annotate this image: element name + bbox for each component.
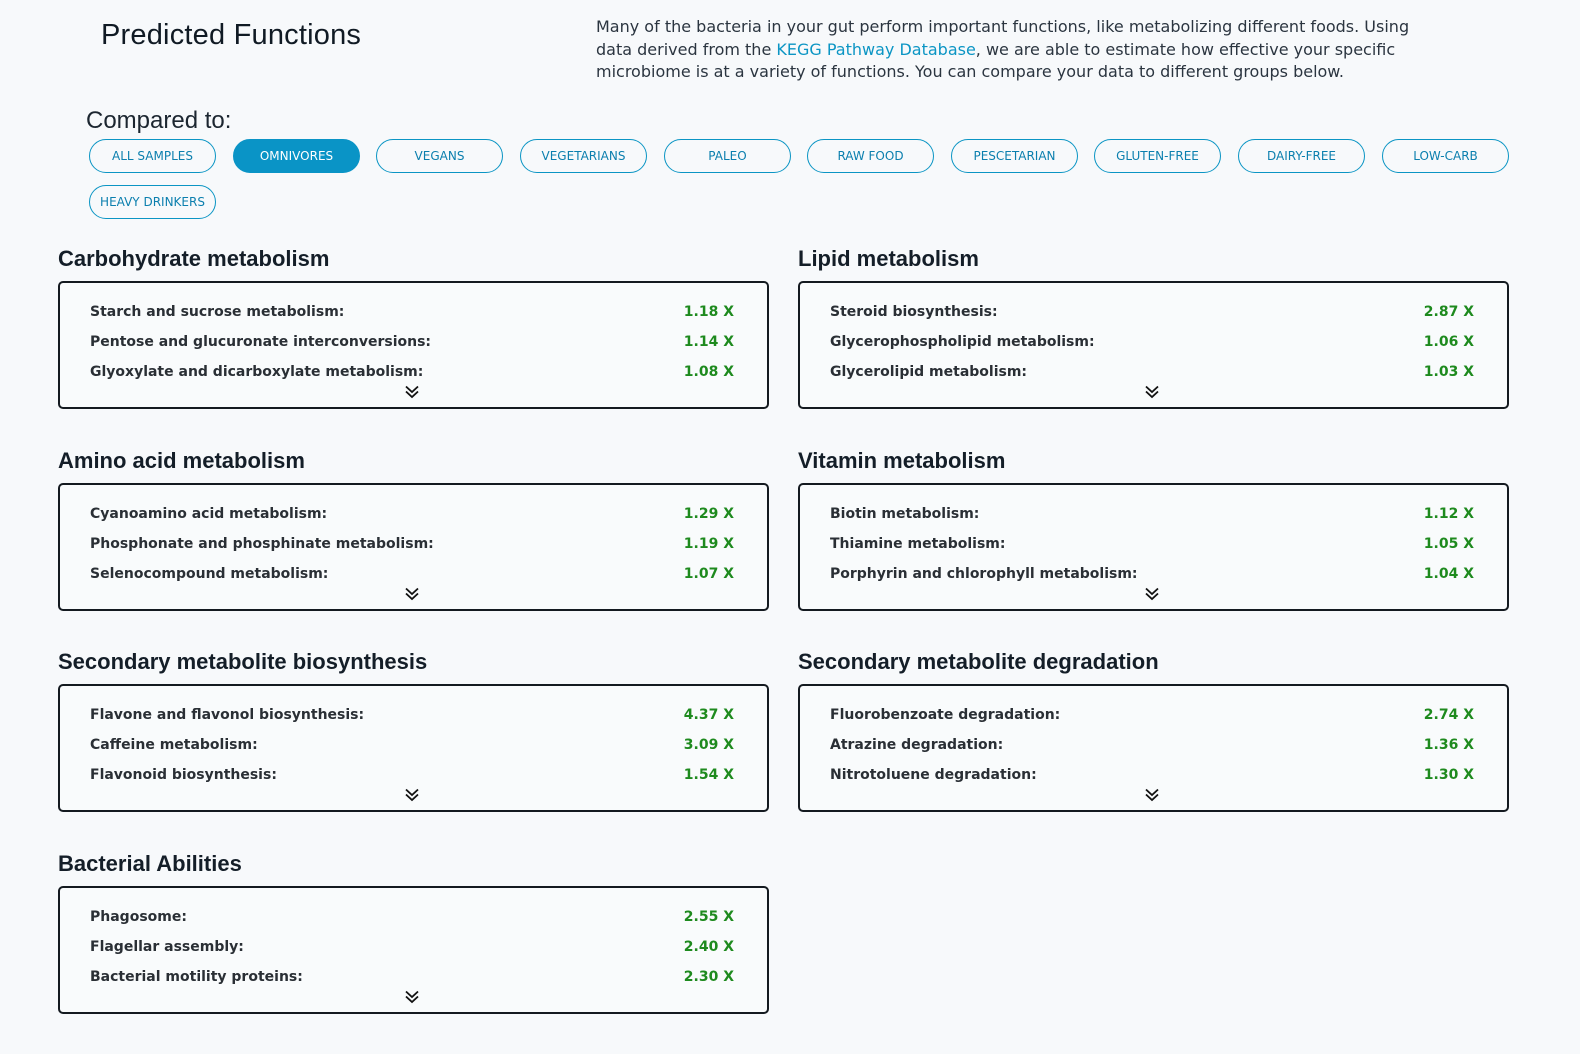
intro-text-start: Many of the bacteria in your gut perform important functions, like metabolizing different foods. Using data derived from the	[596, 17, 1410, 59]
filter-vegans[interactable]: VEGANS	[376, 139, 503, 173]
function-row	[830, 327, 1474, 357]
section-bacterial-abilities	[58, 850, 770, 1014]
function-row	[830, 297, 1474, 327]
filter-dairy-free[interactable]: DAIRY-FREE	[1238, 139, 1365, 173]
kegg-database-link[interactable]: KEGG Pathway Database	[776, 39, 976, 59]
function-name: Caffeine metabolism:	[90, 737, 258, 753]
filter-gluten-free[interactable]: GLUTEN-FREE	[1094, 139, 1221, 173]
filter-pescetarian[interactable]: PESCETARIAN	[951, 139, 1078, 173]
function-name: Flavonoid biosynthesis:	[90, 767, 277, 783]
function-value: 4.37 X	[683, 707, 734, 723]
function-card	[58, 281, 769, 409]
function-card	[58, 483, 769, 611]
double-chevron-down-icon[interactable]	[400, 383, 424, 401]
section-title: Carbohydrate metabolism	[58, 246, 330, 271]
double-chevron-down-icon[interactable]	[1140, 786, 1164, 804]
function-value: 3.09 X	[683, 737, 734, 753]
function-row	[90, 700, 734, 730]
filter-omnivores[interactable]: OMNIVORES	[233, 139, 360, 173]
filter-paleo[interactable]: PALEO	[664, 139, 791, 173]
function-row	[90, 529, 734, 559]
function-card	[798, 281, 1509, 409]
section-title: Vitamin metabolism	[798, 448, 1006, 473]
section-amino-acid-metabolism	[58, 447, 770, 611]
function-value: 1.03 X	[1423, 364, 1474, 380]
function-name: Pentose and glucuronate interconversions:	[90, 334, 432, 350]
function-row	[830, 730, 1474, 760]
function-name: Phosphonate and phosphinate metabolism:	[90, 536, 434, 552]
function-row	[90, 932, 734, 962]
double-chevron-down-icon[interactable]	[400, 585, 424, 603]
filter-heavy-drinkers[interactable]: HEAVY DRINKERS	[89, 185, 216, 219]
function-value: 2.55 X	[683, 909, 734, 925]
function-name: Starch and sucrose metabolism:	[90, 304, 345, 320]
function-value: 2.74 X	[1423, 707, 1474, 723]
function-row	[830, 529, 1474, 559]
section-title: Amino acid metabolism	[58, 448, 305, 473]
page-title: Predicted Functions	[101, 19, 362, 51]
function-name: Nitrotoluene degradation:	[830, 767, 1037, 783]
function-row	[90, 297, 734, 327]
filter-vegetarians[interactable]: VEGETARIANS	[520, 139, 647, 173]
function-name: Phagosome:	[90, 909, 187, 925]
function-name: Glycerophospholipid metabolism:	[830, 334, 1095, 350]
function-value: 2.40 X	[683, 939, 734, 955]
function-card	[58, 684, 769, 812]
function-value: 1.36 X	[1423, 737, 1474, 753]
filter-all-samples[interactable]: ALL SAMPLES	[89, 139, 216, 173]
function-name: Biotin metabolism:	[830, 506, 980, 522]
function-value: 1.19 X	[683, 536, 734, 552]
function-value: 1.08 X	[683, 364, 734, 380]
function-row	[90, 327, 734, 357]
function-row	[90, 730, 734, 760]
double-chevron-down-icon[interactable]	[1140, 383, 1164, 401]
function-name: Flagellar assembly:	[90, 939, 244, 955]
function-name: Bacterial motility proteins:	[90, 969, 303, 985]
function-value: 2.30 X	[683, 969, 734, 985]
function-value: 1.07 X	[683, 566, 734, 582]
section-secondary-metabolite-biosynthesis	[58, 648, 770, 812]
section-title: Secondary metabolite biosynthesis	[58, 649, 428, 674]
function-name: Atrazine degradation:	[830, 737, 1004, 753]
function-name: Selenocompound metabolism:	[90, 566, 329, 582]
function-value: 1.06 X	[1423, 334, 1474, 350]
function-name: Thiamine metabolism:	[830, 536, 1006, 552]
function-name: Cyanoamino acid metabolism:	[90, 506, 328, 522]
section-vitamin-metabolism	[798, 447, 1510, 611]
function-value: 1.30 X	[1423, 767, 1474, 783]
function-value: 2.87 X	[1423, 304, 1474, 320]
function-value: 1.04 X	[1423, 566, 1474, 582]
function-value: 1.12 X	[1423, 506, 1474, 522]
function-row	[830, 499, 1474, 529]
function-row	[90, 902, 734, 932]
function-name: Fluorobenzoate degradation:	[830, 707, 1061, 723]
compared-to-label: Compared to:	[86, 107, 232, 134]
double-chevron-down-icon[interactable]	[400, 988, 424, 1006]
function-card	[798, 483, 1509, 611]
function-value: 1.14 X	[683, 334, 734, 350]
function-value: 1.05 X	[1423, 536, 1474, 552]
function-value: 1.54 X	[683, 767, 734, 783]
section-lipid-metabolism	[798, 245, 1510, 409]
function-name: Porphyrin and chlorophyll metabolism:	[830, 566, 1138, 582]
function-name: Steroid biosynthesis:	[830, 304, 998, 320]
intro-text-end: , we are able to estimate how effective your specific microbiome is at a variety of functions. You can compare your data to different groups below.	[596, 39, 1396, 81]
function-value: 1.29 X	[683, 506, 734, 522]
section-secondary-metabolite-degradation	[798, 648, 1510, 812]
filter-raw-food[interactable]: RAW FOOD	[807, 139, 934, 173]
function-row	[830, 700, 1474, 730]
function-value: 1.18 X	[683, 304, 734, 320]
double-chevron-down-icon[interactable]	[1140, 585, 1164, 603]
section-title: Lipid metabolism	[798, 246, 979, 271]
filter-low-carb[interactable]: LOW-CARB	[1382, 139, 1509, 173]
function-name: Glycerolipid metabolism:	[830, 364, 1028, 380]
function-card	[798, 684, 1509, 812]
function-card	[58, 886, 769, 1014]
section-title: Bacterial Abilities	[58, 851, 242, 876]
function-name: Glyoxylate and dicarboxylate metabolism:	[90, 364, 424, 380]
intro-paragraph	[596, 16, 1416, 84]
function-name: Flavone and flavonol biosynthesis:	[90, 707, 365, 723]
double-chevron-down-icon[interactable]	[400, 786, 424, 804]
section-carbohydrate-metabolism	[58, 245, 770, 409]
section-title: Secondary metabolite degradation	[798, 649, 1159, 674]
function-row	[90, 499, 734, 529]
